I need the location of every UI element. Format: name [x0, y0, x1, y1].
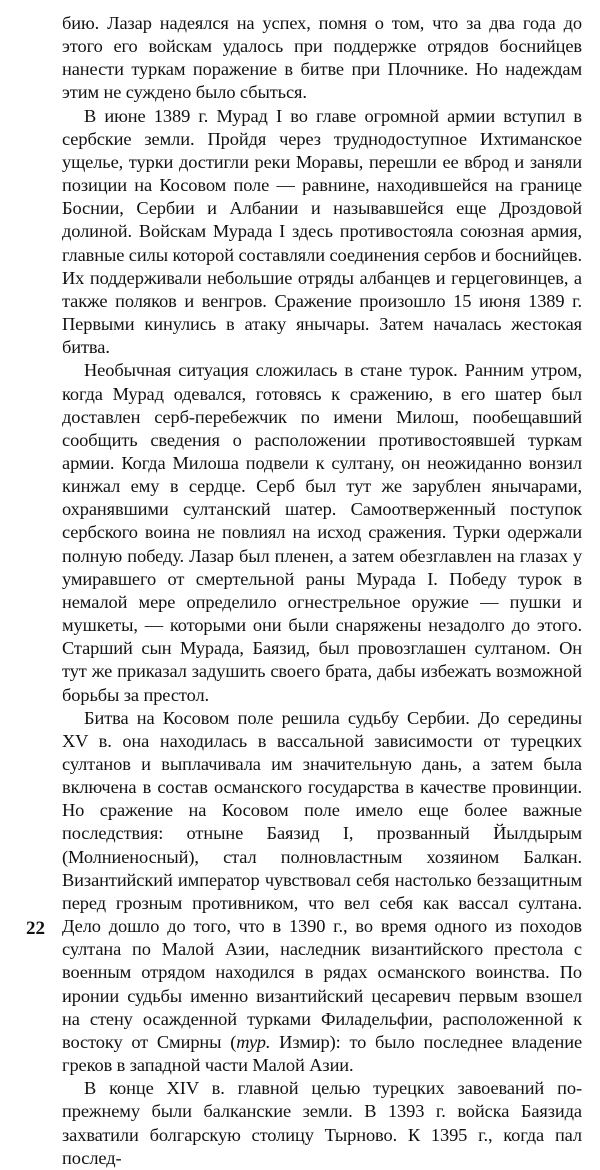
- page-number: 22: [26, 918, 45, 939]
- paragraph-kosovo-consequences: [62, 707, 582, 1078]
- paragraph-murad-invasion: В июне 1389 г. Мурад I во главе огромной армии вступил в сербские земли. Пройдя через труднодоступное Ихтиманское ущелье, турки достигли реки Моравы, перешли ее вброд и заняли позиции на Косовом поле — равнине, находившейся на границе Боснии, Сербии и Албании и называвшейся еще Дроздовой долиной. Войскам Мурада I здесь противостояла союзная армия, главные силы которой составляли соединения сербов и боснийцев. Их поддерживали небольшие отряды албанцев и герцеговинцев, а также поляков и венгров. Сражение произошло 15 июня 1389 г. Первыми кинулись в атаку янычары. Затем началась жестокая битва.: [62, 105, 582, 358]
- abbreviation-term: тур.: [236, 1031, 271, 1052]
- paragraph-balkan-conquest: В конце XIV в. главной целью турецких завоеваний по-прежнему были балканские земли. В 1393 г. войска Баязида захватили болгарскую столицу Тырново. К 1395 г., когда пал послед-: [62, 1078, 582, 1168]
- paragraph-milosh: Необычная ситуация сложилась в стане турок. Ранним утром, когда Мурад одевался, готовясь к сражению, в его шатер был доставлен серб-перебежчик по имени Милош, пообещавший сообщить сведения о расположении противостоявшей туркам армии. Когда Милоша подвели к султану, он неожиданно вонзил кинжал ему в сердце. Серб был тут же зарублен янычарами, охранявшими султанский шатер. Самоотверженный поступок сербского воина не повлиял на исход сражения. Турки одержали полную победу. Лазар был пленен, а затем обезглавлен на глазах у умиравшего от смертельной раны Мурада I. Победу турок в немалой мере определило огнестрельное оружие — пушки и мушкеты, — которыми они были снаряжены незадолго до этого. Старший сын Мурада, Баязид, был провозглашен султаном. Он тут же приказал задушить своего брата, дабы избежать возможной борьбы за престол.: [62, 360, 582, 705]
- paragraph-text-part: Битва на Косовом поле решила судьбу Сербии. До середины XV в. она находилась в вассальной зависимости от турецких султанов и выплачивала им значительную дань, а затем была включена в состав османского государства в качестве провинции. Но сражение на Косовом поле имело еще более важные последствия: отныне Баязид I, прозванный Йылдырым (Молниеносный), стал полновластным хозяином Балкан. Византийский император чувствовал себя настолько беззащитным перед грозным противником, что вел себя как вассал султана. Дело дошло до того, что в 1390 г., во время одного из походов султана по Малой Азии, наследник византийского престола с военным отрядом находился в рядах османского воинства. По иронии судьбы именно византийский цесаревич первым взошел на стену осажденной турками Филадельфии, расположенной к востоку от Смирны (: [62, 707, 582, 1052]
- paragraph-continuation: бию. Лазар надеялся на успех, помня о том, что за два года до этого его войскам удалось при поддержке отрядов боснийцев нанести туркам поражение в битве при Плочнике. Но надеждам этим не суждено было сбыться.: [62, 13, 582, 103]
- body-text: [62, 12, 582, 1170]
- paragraph-text-part: Измир): то было последнее владение греков в западной части Малой Азии.: [62, 1031, 583, 1076]
